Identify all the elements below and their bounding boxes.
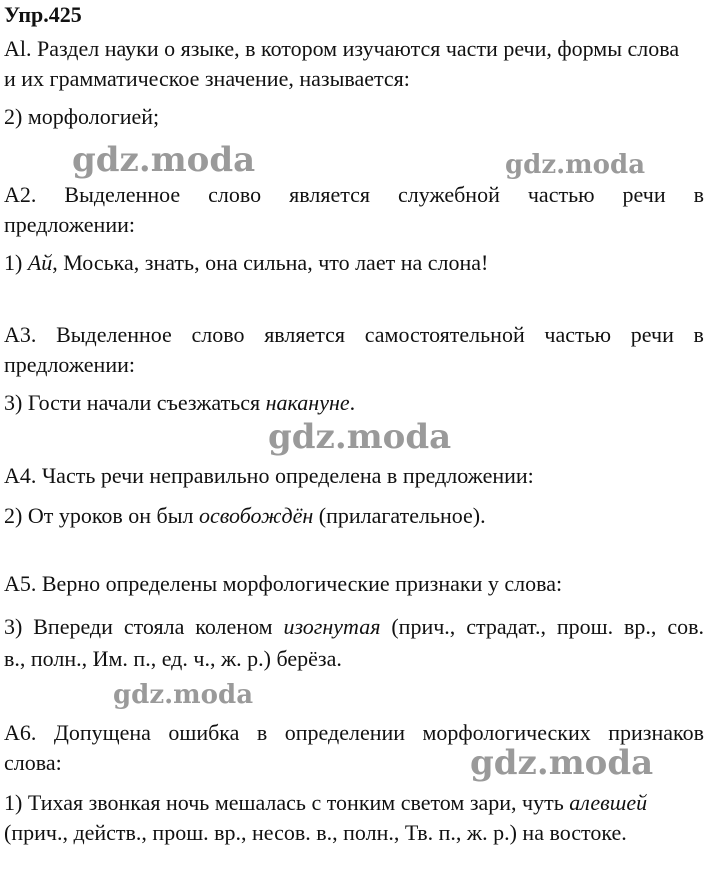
a6-question-line-1: А6. Допущена ошибка в определении морфологических признаков [4, 720, 704, 745]
word: А3. [4, 322, 37, 347]
a2-question-line-1 [4, 182, 704, 208]
a6-question-line-2: слова: [4, 750, 62, 775]
word: А2. [4, 182, 37, 207]
answer-prefix: 1) [4, 250, 28, 275]
a1-answer: 2) морфологией; [4, 104, 160, 129]
word: является [264, 322, 346, 347]
a2-answer [4, 250, 704, 276]
word: Выделенное [64, 182, 181, 207]
word: речи [630, 322, 674, 347]
answer-prefix: 3) Впереди стояла коленом [4, 614, 284, 639]
a1-question-line-2: и их грамматическое значение, называется: [4, 66, 410, 91]
answer-prefix: 3) Гости начали съезжаться [4, 390, 266, 415]
word: в [693, 322, 704, 347]
a6-answer-line-2: (прич., действ., прош. вр., несов. в., полн., Тв. п., ж. р.) на востоке. [4, 820, 627, 845]
answer-prefix: 1) Тихая звонкая ночь мешалась с тонким светом зари, чуть [4, 790, 570, 815]
a2-question-line-2: предложении: [4, 212, 135, 237]
watermark: gdz.moda [113, 680, 254, 710]
word: частью [544, 322, 612, 347]
word: самостоятельной [364, 322, 525, 347]
exercise-title: Упр.425 [4, 2, 82, 27]
highlighted-word: накануне [265, 390, 350, 415]
word: частью [527, 182, 595, 207]
a4-answer [4, 503, 704, 529]
a6-answer-line-1 [4, 790, 704, 816]
answer-rest: (прилагательное). [313, 503, 486, 528]
a1-question-line-1: Al. Раздел науки о языке, в котором изучаются части речи, формы слова [4, 36, 680, 61]
word: слово [208, 182, 262, 207]
highlighted-word: изогнутая [283, 614, 381, 639]
word: слово [191, 322, 245, 347]
answer-rest: (прич., страдат., прош. вр., сов. [380, 614, 704, 639]
a3-question-line-1 [4, 322, 704, 348]
a5-question: А5. Верно определены морфологические признаки у слова: [4, 571, 563, 596]
answer-prefix: 2) От уроков он был [4, 503, 200, 528]
a5-answer-line-2: в., полн., Им. п., ед. ч., ж. р.) берёза. [4, 646, 342, 671]
word: речи [622, 182, 666, 207]
a5-answer-line-1 [4, 614, 704, 640]
word: является [289, 182, 370, 207]
highlighted-word: Ай [27, 250, 53, 275]
watermark: gdz.moda [72, 140, 256, 180]
watermark: gdz.moda [268, 417, 452, 457]
answer-rest: , Моська, знать, она сильна, что лает на слона! [52, 250, 489, 275]
a3-answer [4, 390, 704, 416]
a3-question-line-2: предложении: [4, 352, 135, 377]
word: в [693, 182, 704, 207]
highlighted-word: алевшей [569, 790, 648, 815]
watermark: gdz.moda [505, 150, 646, 180]
a4-question: А4. Часть речи неправильно определена в предложении: [4, 463, 534, 488]
highlighted-word: освобождён [199, 503, 314, 528]
answer-rest: . [349, 390, 356, 415]
word: служебной [397, 182, 500, 207]
watermark: gdz.moda [470, 743, 654, 783]
word: Выделенное [56, 322, 172, 347]
